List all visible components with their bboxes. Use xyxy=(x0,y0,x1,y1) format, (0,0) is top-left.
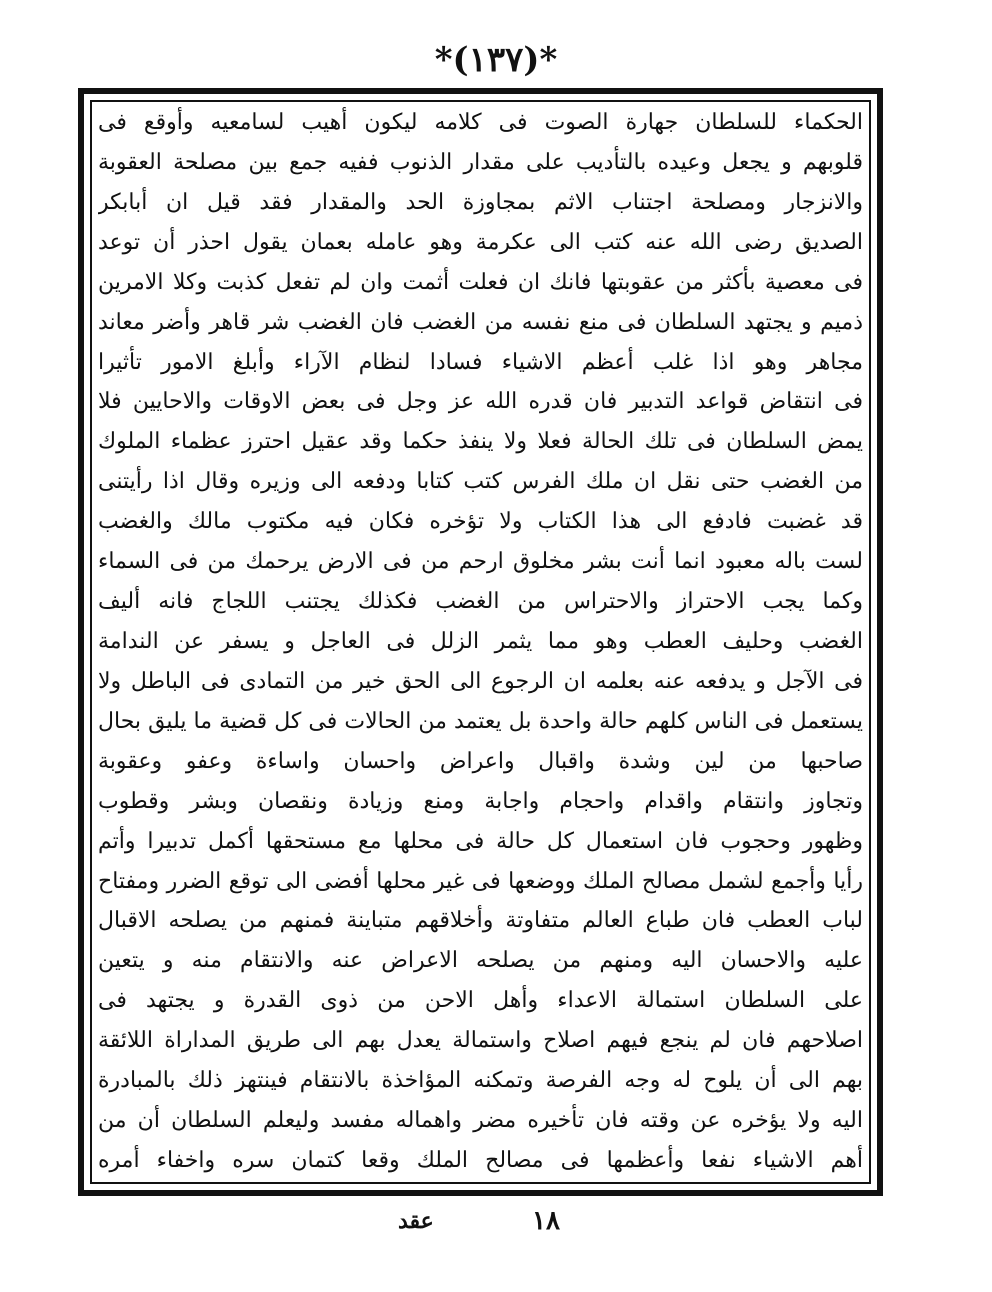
main-text-block xyxy=(98,104,863,1180)
text-line: على السلطان استمالة الاعداء وأهل الاحن من ذوى القدرة و يجتهد فى xyxy=(98,988,863,1014)
text-line: وكما يجب الاحتراز والاحتراس من الغضب فكذلك يجتنب اللجاج فانه أليف xyxy=(98,589,863,615)
page-footer xyxy=(0,1206,992,1246)
text-line: رأيا وأجمع لشمل مصالح الملك ووضعها فى غير محلها أفضى الى توقع الضرر ومفتاح xyxy=(98,868,863,894)
text-line: من الغضب حتى نقل ان ملك الفرس كتب كتابا ودفعه الى وزيره وقال اذا رأيتنى xyxy=(98,469,863,495)
text-line: والانزجار ومصلحة اجتناب الاثم بمجاوزة الحد والمقدار فقد قيل ان أبابكر xyxy=(98,189,863,215)
footer-signature: عقد xyxy=(398,1208,434,1234)
text-line: وظهور وحجوب فان استعمال كل حالة فى محلها مع مستحقها أكمل تدبيرا وأتم xyxy=(98,828,863,854)
text-line: ذميم و يجتهد السلطان فى منع نفسه من الغضب فان الغضب شر قاهر وأضر معاند xyxy=(98,309,863,335)
text-line: الحكماء للسلطان جهارة الصوت فى كلامه ليكون أهيب لسامعيه وأوقع فى xyxy=(98,110,863,135)
text-line: فى معصية بأكثر من عقوبتها فانك ان فعلت أثمت وان لم تفعل كذبت وكلا الامرين xyxy=(98,269,863,295)
text-line: قد غضبت فادفع الى هذا الكتاب ولا تؤخره فكان فيه مكتوب مالك والغضب xyxy=(98,509,863,535)
page-number-header: *(١٣٧)* xyxy=(434,40,558,80)
text-line: مجاهر وهو اذا غلب أعظم الاشياء فسادا لنظام الآراء وأبلغ الامور تأثيرا xyxy=(98,349,863,375)
text-line: فى انتقاض قواعد التدبير فان قدره الله عز وجل فى بعض الاوقات والاحايين فلا xyxy=(98,389,863,415)
text-line: فى الآجل و يدفعه عنه بعلمه ان الرجوع الى الحق خير من التمادى فى الباطل ولا xyxy=(98,668,863,694)
text-line: وتجاوز وانتقام واقدام واحجام واجابة ومنع وزيادة ونقصان وبشر وقطوب xyxy=(98,788,863,814)
text-line: لباب العطب فان طباع العالم متفاوتة وأخلاقهم متباينة فمنهم من يصلحه الاقبال xyxy=(98,908,863,934)
text-line: يستعمل فى الناس كلهم حالة واحدة بل يعتمد من الحالات فى كل قضية ما يليق بحال xyxy=(98,708,863,734)
footer-sheet-number: ١٨ xyxy=(532,1206,560,1236)
text-line: بهم الى أن يلوح له وجه الفرصة وتمكنه المؤاخذة بالانتقام فينتهز ذلك بالمبادرة xyxy=(98,1068,863,1094)
text-line: لست باله معبود انما أنت بشر مخلوق ارحم من فى الارض يرحمك من فى السماء xyxy=(98,549,863,575)
text-line: الغضب وحليف العطب وهو مما يثمر الزلل فى العاجل و يسفر عن الندامة xyxy=(98,628,863,654)
text-line: اليه ولا يؤخره عن وقته فان تأخيره مضر واهماله مفسد وليعلم السلطان أن من xyxy=(98,1108,863,1134)
text-line: اصلاحهم فان لم ينجع فيهم اصلاح واستمالة يعدل بهم الى طريق المداراة اللائقة xyxy=(98,1028,863,1054)
text-line: أهم الاشياء نفعا وأعظمها فى مصالح الملك وقعا كتمان سره واخفاء أمره xyxy=(98,1147,863,1173)
text-line: صاحبها من لين وشدة واقبال واعراض واحسان واساءة وعفو وعقوبة xyxy=(98,748,863,774)
text-line: قلوبهم و يجعل وعيده بالتأديب على مقدار الذنوب ففيه جمع بين مصلحة العقوبة xyxy=(98,149,863,175)
text-line: الصديق رضى الله عنه كتب الى عكرمة وهو عامله بعمان يقول احذر أن توعد xyxy=(98,229,863,255)
text-line: عليه والاحسان اليه ومنهم من يصلحه الاعراض عنه والانتقام منه و يتعين xyxy=(98,948,863,974)
text-line: يمض السلطان فى تلك الحالة فعلا ولا ينفذ حكما وقد عقيل احترز عظماء الملوك xyxy=(98,429,863,455)
